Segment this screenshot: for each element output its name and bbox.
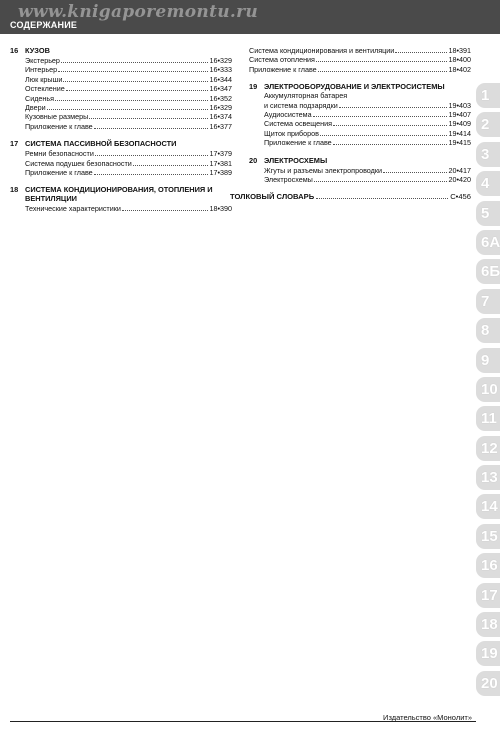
toc-entry[interactable] — [25, 94, 232, 103]
toc-entry-label: Система кондиционирования и вентиляции — [249, 46, 395, 55]
chapter-tab[interactable]: 3 — [476, 142, 500, 167]
toc-entry-label: Система освещения — [264, 119, 332, 129]
chapter-tab[interactable]: 6А — [476, 230, 500, 255]
leader-dots — [122, 204, 209, 211]
toc-entry-page: 16•352 — [209, 93, 232, 103]
leader-dots — [348, 92, 470, 98]
toc-entry-page: 20•417 — [448, 165, 471, 175]
section-number: 18 — [10, 185, 19, 195]
toc-entry-label: Экстерьер — [25, 56, 60, 65]
toc-section — [10, 139, 232, 177]
section-title: СИСТЕМА КОНДИЦИОНИРОВАНИЯ, ОТОПЛЕНИЯ И ВЕНТИЛЯЦИИ — [25, 185, 213, 204]
section-title: КУЗОВ — [25, 46, 50, 55]
chapter-tab[interactable]: 11 — [476, 406, 500, 431]
toc-entry-label: Жгуты и разъемы электропроводки — [264, 165, 382, 175]
toc-entry-page: 19•403 — [448, 100, 471, 110]
toc-entry-page: 16•374 — [209, 112, 232, 122]
leader-dots — [63, 75, 208, 82]
toc-entry-label: Люк крыши — [25, 74, 63, 84]
toc-section-continued — [249, 46, 471, 74]
toc-entry-page: 17•381 — [209, 158, 232, 168]
toc-entry-label: Ремни безопасности — [25, 149, 94, 159]
toc-section — [10, 46, 232, 131]
leader-dots — [333, 138, 448, 145]
toc-entry[interactable] — [264, 138, 471, 147]
leader-dots — [95, 149, 209, 156]
leader-dots — [94, 122, 209, 129]
toc-entry-label: Приложение к главе — [25, 168, 93, 178]
toc-entry-label: Кузовные размеры — [25, 112, 89, 122]
toc-entry[interactable] — [249, 65, 471, 74]
chapter-tab[interactable]: 12 — [476, 436, 500, 461]
toc-left-column — [10, 46, 232, 222]
toc-entry-label: Аккумуляторная батарея — [264, 91, 348, 101]
toc-right-column — [230, 46, 471, 202]
toc-entry-page: 18•402 — [448, 64, 471, 74]
toc-entry[interactable] — [264, 166, 471, 175]
section-heading[interactable] — [249, 82, 471, 91]
toc-entry-page: 16•329 — [209, 56, 232, 65]
leader-dots — [320, 129, 448, 136]
toc-entry-page: 19•414 — [448, 128, 471, 138]
toc-entry-label: Щиток приборов — [264, 128, 319, 138]
toc-entry-label: Приложение к главе — [249, 64, 317, 74]
chapter-tab[interactable]: 4 — [476, 171, 500, 196]
toc-entry-label: Приложение к главе — [25, 121, 93, 131]
section-heading[interactable] — [10, 139, 232, 148]
leader-dots — [316, 55, 448, 62]
page-title: СОДЕРЖАНИЕ — [10, 20, 78, 30]
toc-entry[interactable] — [264, 101, 471, 110]
toc-entry[interactable] — [264, 92, 471, 100]
toc-entry[interactable] — [25, 65, 232, 74]
toc-section — [249, 82, 471, 147]
chapter-tab[interactable]: 6Б — [476, 259, 500, 284]
leader-dots — [314, 175, 448, 182]
toc-entry[interactable] — [249, 46, 471, 55]
leader-dots — [94, 168, 209, 175]
chapter-tab[interactable]: 20 — [476, 671, 500, 696]
toc-entry-page: 18•391 — [448, 46, 471, 55]
page-header — [0, 0, 500, 34]
section-title: СИСТЕМА ПАССИВНОЙ БЕЗОПАСНОСТИ — [25, 139, 177, 149]
footer-divider — [10, 721, 476, 722]
toc-entry[interactable] — [264, 110, 471, 119]
toc-entry[interactable] — [25, 122, 232, 131]
section-number: 19 — [249, 82, 258, 92]
leader-dots — [55, 94, 208, 101]
chapter-tab[interactable]: 15 — [476, 524, 500, 549]
toc-entry-page: 17•379 — [209, 149, 232, 159]
section-heading[interactable] — [249, 156, 471, 165]
toc-entry-label: Двери — [25, 103, 46, 113]
toc-entry[interactable] — [25, 204, 232, 213]
toc-entry-page: 19•415 — [448, 138, 471, 148]
leader-dots — [333, 119, 448, 126]
chapter-tab[interactable]: 8 — [476, 318, 500, 343]
chapter-tab[interactable]: 16 — [476, 553, 500, 578]
toc-entry-label: Система отопления — [249, 55, 315, 65]
leader-dots — [133, 159, 209, 166]
toc-entry[interactable] — [25, 75, 232, 84]
chapter-tab[interactable]: 14 — [476, 494, 500, 519]
toc-entry[interactable] — [25, 84, 232, 93]
leader-dots — [316, 192, 448, 199]
toc-entry-label: Технические характеристики — [25, 204, 121, 214]
toc-entry-page: 19•407 — [448, 110, 471, 120]
toc-entry-page: 20•420 — [448, 175, 471, 185]
leader-dots — [66, 84, 209, 91]
toc-entry-page: 16•333 — [209, 65, 232, 75]
toc-entry-glossary[interactable] — [230, 192, 471, 201]
leader-dots — [47, 103, 209, 110]
toc-entry-label: Электросхемы — [264, 175, 313, 185]
toc-entry-label: Остекление — [25, 84, 65, 94]
toc-entry[interactable] — [264, 119, 471, 128]
toc-entry[interactable] — [25, 149, 232, 158]
toc-entry-label: и система подзарядки — [264, 100, 338, 110]
toc-entry[interactable] — [25, 103, 232, 112]
section-title: ЭЛЕКТРООБОРУДОВАНИЕ И ЭЛЕКТРОСИСТЕМЫ — [264, 82, 445, 92]
chapter-tab[interactable]: 19 — [476, 641, 500, 666]
chapter-tab[interactable]: 7 — [476, 289, 500, 314]
glossary-page: С•456 — [450, 192, 471, 202]
toc-entry-label: Интерьер — [25, 65, 58, 75]
leader-dots — [339, 101, 448, 108]
toc-entry[interactable] — [264, 175, 471, 184]
toc-entry[interactable] — [249, 55, 471, 64]
section-title: ЭЛЕКТРОСХЕМЫ — [264, 155, 328, 165]
toc-entry[interactable] — [264, 129, 471, 138]
chapter-tab[interactable]: 1 — [476, 83, 500, 108]
toc-entry-label: Система подушек безопасности — [25, 158, 132, 168]
toc-entry-page: 16•347 — [209, 84, 232, 94]
leader-dots — [89, 112, 208, 119]
section-heading[interactable] — [10, 185, 232, 203]
chapter-tab[interactable]: 13 — [476, 465, 500, 490]
toc-entry[interactable] — [25, 159, 232, 168]
leader-dots — [58, 65, 208, 72]
toc-entry-page: 18•400 — [448, 55, 471, 65]
toc-entry-page: 19•409 — [448, 119, 471, 129]
toc-entry-page: 16•344 — [209, 74, 232, 84]
leader-dots — [395, 46, 447, 53]
toc-entry-page: 16•377 — [209, 121, 232, 131]
chapter-tab[interactable]: 10 — [476, 377, 500, 402]
section-heading[interactable] — [10, 46, 232, 55]
chapter-tabs — [476, 83, 500, 700]
leader-dots — [383, 166, 447, 173]
section-number: 17 — [10, 139, 19, 149]
toc-entry-page: 16•329 — [209, 103, 232, 113]
toc-entry[interactable] — [25, 168, 232, 177]
toc-entry[interactable] — [25, 56, 232, 65]
toc-entry-page: 18•390 — [209, 204, 232, 214]
watermark-text: www.knigaporemontu.ru — [18, 2, 259, 22]
toc-entry-label: Приложение к главе — [264, 138, 332, 148]
section-number: 20 — [249, 155, 258, 165]
toc-entry-label: Сиденья — [25, 93, 55, 103]
leader-dots — [318, 65, 448, 72]
toc-section — [10, 185, 232, 213]
section-number: 16 — [10, 46, 19, 55]
chapter-tab[interactable]: 9 — [476, 348, 500, 373]
toc-entry-page: 17•389 — [209, 168, 232, 178]
chapter-tab[interactable]: 5 — [476, 201, 500, 226]
toc-section — [249, 156, 471, 185]
leader-dots — [61, 56, 209, 63]
chapter-tab[interactable]: 18 — [476, 612, 500, 637]
toc-entry[interactable] — [25, 112, 232, 121]
publisher-label: Издательство «Монолит» — [383, 713, 472, 722]
toc-entry-label: Аудиосистема — [264, 110, 312, 120]
chapter-tab[interactable]: 17 — [476, 583, 500, 608]
leader-dots — [313, 110, 448, 117]
glossary-label: ТОЛКОВЫЙ СЛОВАРЬ — [230, 192, 315, 202]
chapter-tab[interactable]: 2 — [476, 112, 500, 137]
